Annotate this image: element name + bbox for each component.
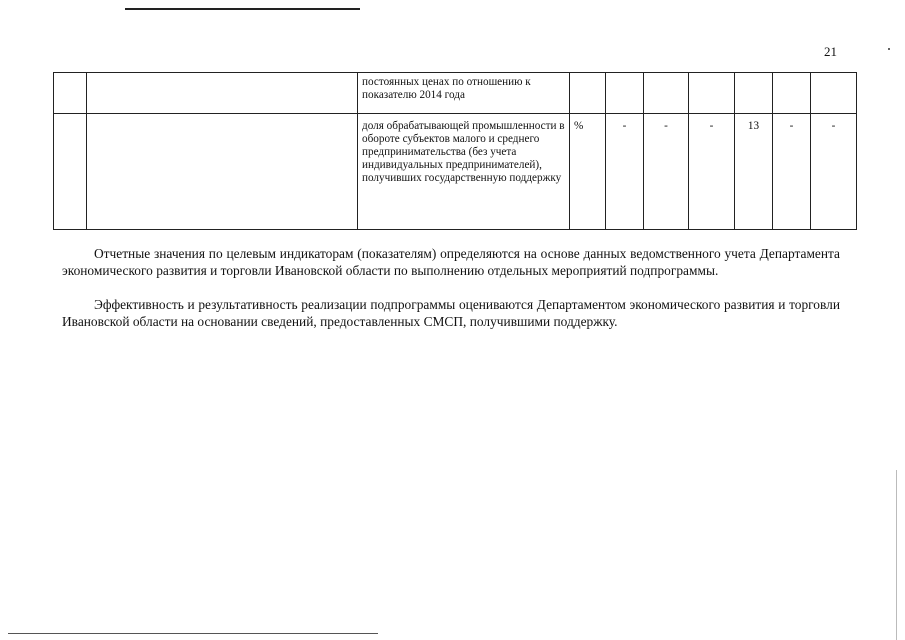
table-cell-value: - xyxy=(689,114,735,230)
table-cell-value: - xyxy=(773,114,811,230)
scan-artifact-right-edge xyxy=(896,470,897,640)
table-row xyxy=(54,114,857,230)
table-cell-number xyxy=(54,73,87,114)
table-cell-value: - xyxy=(606,114,644,230)
table-cell-name xyxy=(87,114,358,230)
scan-speck xyxy=(888,48,890,50)
table-cell-unit: % xyxy=(570,114,606,230)
table-cell-indicator: постоянных ценах по отношению к показателю 2014 года xyxy=(358,73,570,114)
table-cell-value xyxy=(811,73,857,114)
table-cell-name xyxy=(87,73,358,114)
scan-artifact-top-line xyxy=(125,8,360,10)
table-cell-value xyxy=(735,73,773,114)
table-row xyxy=(54,73,857,114)
table-cell-indicator: доля обрабатывающей промышленности в обороте субъектов малого и среднего предпринимательства (без учета индивидуальных предпринимателей), получивших государственную поддержку xyxy=(358,114,570,230)
table-cell-value xyxy=(606,73,644,114)
body-paragraph: Эффективность и результативность реализации подпрограммы оцениваются Департаментом экономического развития и торговли Ивановской области на основании сведений, предоставленных СМСП, получившими поддержку. xyxy=(62,297,840,329)
body-paragraph: Отчетные значения по целевым индикаторам (показателям) определяются на основе данных ведомственного учета Департамента экономического развития и торговли Ивановской области по выполнению отдельных мероприятий подпрограммы. xyxy=(62,246,840,278)
table-cell-value xyxy=(773,73,811,114)
indicators-table xyxy=(53,72,857,230)
table-cell-value: 13 xyxy=(735,114,773,230)
table-cell-value xyxy=(644,73,689,114)
table-cell-value: - xyxy=(811,114,857,230)
scan-artifact-bottom-line xyxy=(8,633,378,634)
table-cell-number xyxy=(54,114,87,230)
page-number: 21 xyxy=(824,44,837,59)
table-cell-unit xyxy=(570,73,606,114)
table-cell-value: - xyxy=(644,114,689,230)
table-cell-value xyxy=(689,73,735,114)
